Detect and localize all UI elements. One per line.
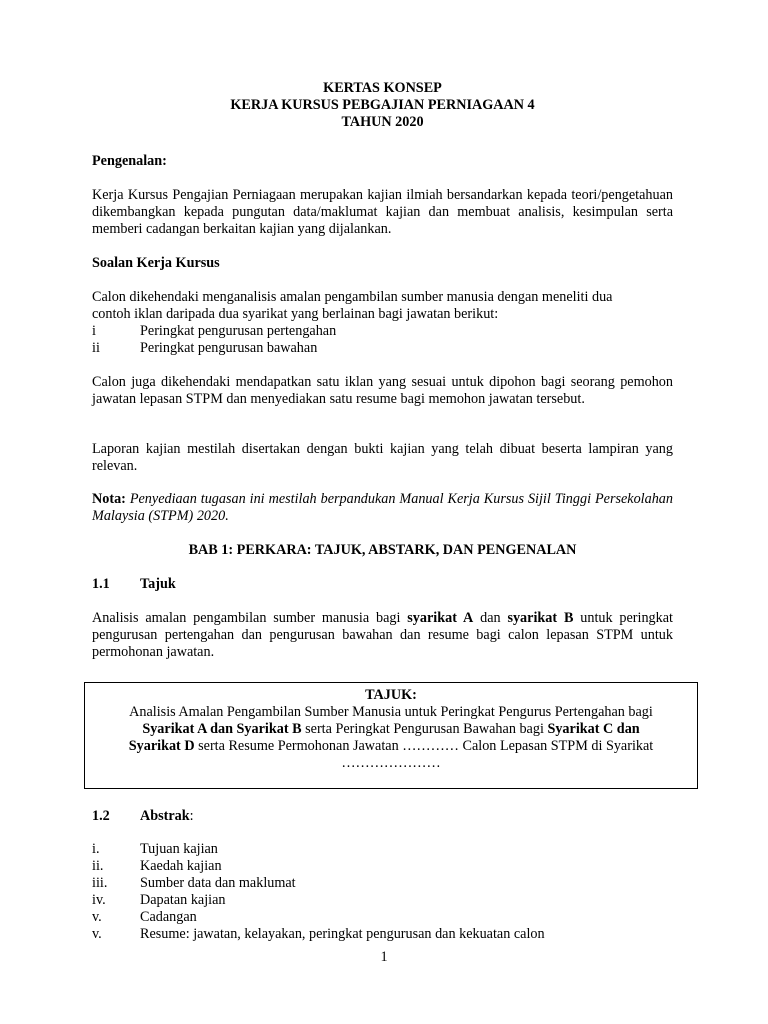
abstrak-list [92, 841, 673, 943]
list-item [92, 858, 673, 875]
list-item-number: v. [92, 909, 102, 925]
tajuk-box-line-2 [85, 721, 697, 738]
list-item-number: i [92, 323, 96, 339]
nota-label: Nota: [92, 491, 126, 507]
list-item [92, 892, 673, 909]
tajuk-box-l2c: Syarikat C dan [547, 721, 640, 737]
tajuk-text-e: untuk peringkat pengurusan pertengahan dan pengurusan bawahan dan resume bagi calon lepasan STPM untuk permohonan jawatan. [92, 610, 673, 660]
section-title-colon: : [189, 808, 194, 824]
list-item-text: Kaedah kajian [140, 858, 222, 874]
document-header [92, 80, 673, 131]
list-item [92, 340, 673, 357]
list-item-number: ii. [92, 858, 104, 874]
list-item-text: Cadangan [140, 909, 197, 925]
tajuk-box [84, 682, 698, 789]
list-item [92, 323, 673, 340]
tajuk-box-label: TAJUK: [365, 687, 417, 703]
question-paragraph-3: Laporan kajian mestilah disertakan dengan bukti kajian yang telah dibuat beserta lampiran yang relevan. [92, 441, 673, 474]
list-item [92, 841, 673, 858]
tajuk-text-c: dan [473, 610, 508, 626]
list-item-number: iii. [92, 875, 108, 891]
tajuk-text-b: syarikat A [407, 610, 474, 626]
header-line-1: KERTAS KONSEP [323, 80, 442, 96]
intro-heading: Pengenalan: [92, 153, 167, 169]
question-p1-line-1: Calon dikehendaki menganalisis amalan pengambilan sumber manusia dengan meneliti dua [92, 289, 613, 305]
section-1-1-heading [92, 576, 673, 593]
tajuk-box-line-3 [85, 738, 697, 755]
question-p1-line-2: contoh iklan daripada dua syarikat yang berlainan bagi jawatan berikut: [92, 306, 499, 322]
tajuk-box-line-1: Analisis Amalan Pengambilan Sumber Manusia untuk Peringkat Pengurus Pertengahan bagi [129, 704, 653, 720]
tajuk-paragraph [92, 610, 673, 661]
section-title-text: Abstrak [140, 808, 190, 824]
tajuk-text-a: Analisis amalan pengambilan sumber manusia bagi [92, 610, 408, 626]
list-item-text: Resume: jawatan, kelayakan, peringkat pengurusan dan kekuatan calon [140, 926, 545, 942]
header-line-2: KERJA KURSUS PEBGAJIAN PERNIAGAAN 4 [230, 97, 535, 113]
list-item-text: Dapatan kajian [140, 892, 226, 908]
section-title: Tajuk [140, 576, 176, 592]
list-item-text: Peringkat pengurusan pertengahan [140, 323, 337, 339]
list-item-number: i. [92, 841, 100, 857]
list-item-number: v. [92, 926, 102, 942]
tajuk-box-l3b: serta Resume Permohonan Jawatan ………… Calon Lepasan STPM di Syarikat [194, 738, 654, 754]
question-heading: Soalan Kerja Kursus [92, 255, 220, 271]
list-item [92, 875, 673, 892]
list-item-text: Sumber data dan maklumat [140, 875, 296, 891]
list-item-text: Tujuan kajian [140, 841, 218, 857]
bab1-title: BAB 1: PERKARA: TAJUK, ABSTARK, DAN PENGENALAN [188, 542, 577, 558]
section-number: 1.1 [92, 576, 110, 592]
tajuk-box-l3a: Syarikat D [128, 738, 195, 754]
list-item-number: ii [92, 340, 100, 356]
nota-paragraph [92, 491, 673, 525]
intro-paragraph: Kerja Kursus Pengajian Perniagaan merupakan kajian ilmiah bersandarkan kepada teori/pengetahuan dikembangkan kepada pungutan data/maklumat kajian dan membuat analisis, kesimpulan serta memberi cadangan berkaitan kajian yang dijalankan. [92, 187, 673, 237]
section-1-2-heading [92, 808, 673, 825]
page-number: 1 [380, 949, 388, 965]
question-paragraph-2: Calon juga dikehendaki mendapatkan satu iklan yang sesuai untuk dipohon bagi seorang pemohon jawatan lepasan STPM dan menyediakan satu resume bagi memohon jawatan tersebut. [92, 374, 673, 407]
list-item [92, 926, 673, 943]
section-title [140, 808, 194, 825]
list-item-number: iv. [92, 892, 106, 908]
section-number: 1.2 [92, 808, 110, 824]
question-paragraph-1 [92, 289, 673, 357]
tajuk-box-l2b: serta Peringkat Pengurusan Bawahan bagi [301, 721, 548, 737]
header-line-3: TAHUN 2020 [341, 114, 424, 130]
list-item [92, 909, 673, 926]
tajuk-text-d: syarikat B [507, 610, 574, 626]
tajuk-box-line-4: ………………… [341, 755, 441, 771]
tajuk-box-l2a: Syarikat A dan Syarikat B [142, 721, 302, 737]
list-item-text: Peringkat pengurusan bawahan [140, 340, 318, 356]
nota-text: Penyediaan tugasan ini mestilah berpandukan Manual Kerja Kursus Sijil Tinggi Persekolahan Malaysia (STPM) 2020. [92, 491, 673, 524]
